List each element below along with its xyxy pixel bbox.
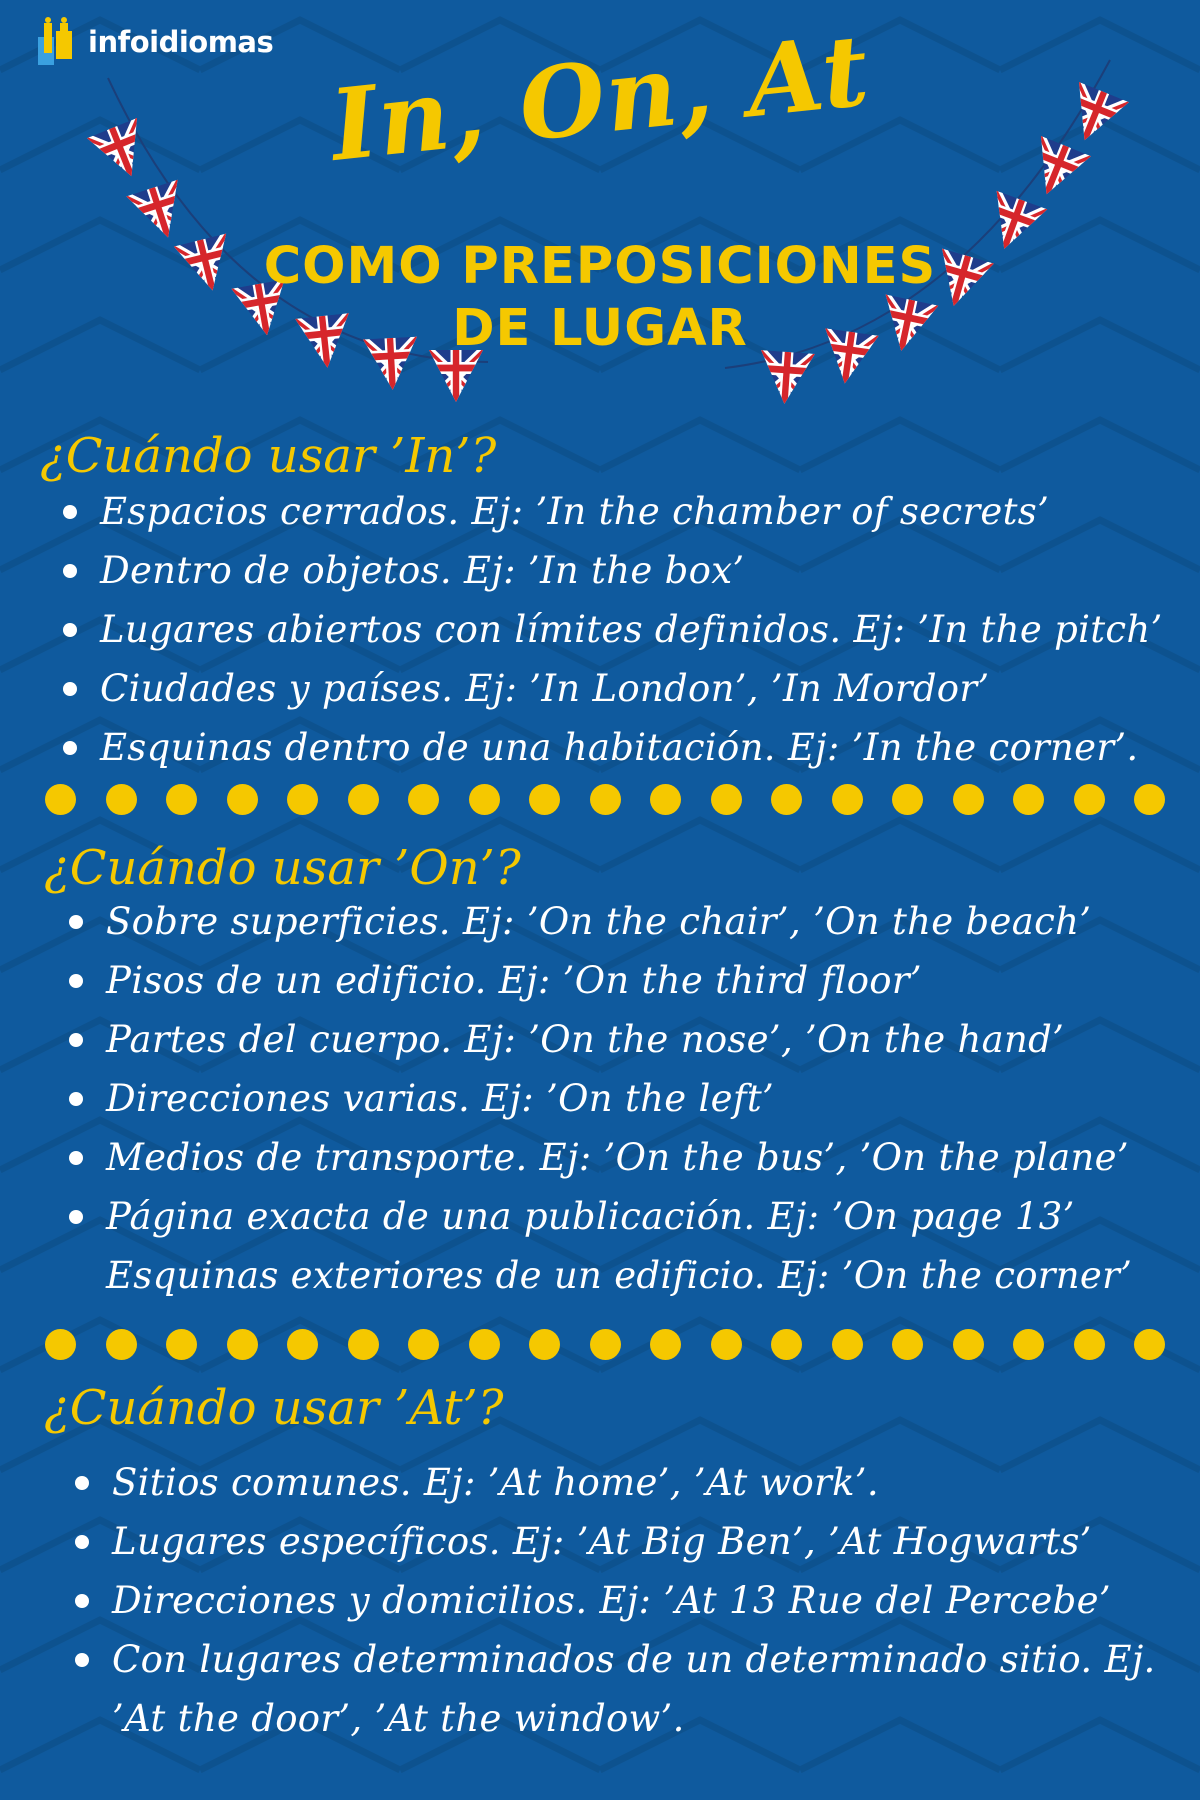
list-item-text: Esquinas dentro de una habitación. Ej: ’In the corner’. xyxy=(100,726,1139,769)
list-item-text: Sitios comunes. Ej: ’At home’, ’At work’. xyxy=(112,1461,879,1504)
list-item-text: Pisos de un edificio. Ej: ’On the third floor’ xyxy=(106,959,922,1002)
logo-brand-text: infoidiomas xyxy=(88,25,274,59)
divider-dot xyxy=(1013,1329,1044,1360)
section-in-heading: ¿Cuándo usar ’In’? xyxy=(40,428,497,484)
list-item-text: Ciudades y países. Ej: ’In London’, ’In Mordor’ xyxy=(100,667,990,710)
divider-dot xyxy=(45,1329,76,1360)
divider-dot xyxy=(227,784,258,815)
divider-dot xyxy=(771,784,802,815)
dot-divider xyxy=(45,784,1165,816)
divider-dot xyxy=(590,784,621,815)
divider-dot xyxy=(650,1329,681,1360)
list-item-text: Sobre superficies. Ej: ’On the chair’, ’On the beach’ xyxy=(106,900,1092,943)
divider-dot xyxy=(227,1329,258,1360)
divider-dot xyxy=(45,784,76,815)
divider-dot xyxy=(892,784,923,815)
section-at-heading: ¿Cuándo usar ’At’? xyxy=(44,1380,504,1436)
list-item-text: Con lugares determinados de un determinado sitio. Ej. xyxy=(112,1638,1156,1681)
divider-dot xyxy=(1074,1329,1105,1360)
main-title: In, On, At xyxy=(325,13,875,184)
divider-dot xyxy=(348,1329,379,1360)
divider-dot xyxy=(469,784,500,815)
divider-dot xyxy=(529,1329,560,1360)
list-item-text: Esquinas exteriores de un edificio. Ej: ’On the corner’ xyxy=(106,1254,1133,1297)
divider-dot xyxy=(408,784,439,815)
dot-divider xyxy=(45,1329,1165,1361)
list-item-text: Espacios cerrados. Ej: ’In the chamber of secrets’ xyxy=(100,490,1050,533)
list-item-text: Lugares abiertos con límites definidos. Ej: ’In the pitch’ xyxy=(100,608,1163,651)
list-item-text: Direcciones y domicilios. Ej: ’At 13 Rue del Percebe’ xyxy=(112,1579,1111,1622)
list-item-text: Medios de transporte. Ej: ’On the bus’, ’On the plane’ xyxy=(106,1136,1129,1179)
list-item-text: Página exacta de una publicación. Ej: ’On page 13’ xyxy=(106,1195,1075,1238)
section-on-heading: ¿Cuándo usar ’On’? xyxy=(44,840,521,896)
divider-dot xyxy=(408,1329,439,1360)
divider-dot xyxy=(711,784,742,815)
divider-dot xyxy=(166,1329,197,1360)
divider-dot xyxy=(1074,784,1105,815)
divider-dot xyxy=(590,1329,621,1360)
divider-dot xyxy=(832,784,863,815)
list-item-text: Dentro de objetos. Ej: ’In the box’ xyxy=(100,549,745,592)
divider-dot xyxy=(711,1329,742,1360)
divider-dot xyxy=(953,784,984,815)
divider-dot xyxy=(106,784,137,815)
subtitle xyxy=(230,236,970,360)
list-item-text: ’At the door’, ’At the window’. xyxy=(112,1697,685,1740)
divider-dot xyxy=(529,784,560,815)
subtitle-line-1: COMO PREPOSICIONES xyxy=(263,237,937,296)
divider-dot xyxy=(953,1329,984,1360)
divider-dot xyxy=(348,784,379,815)
divider-dot xyxy=(1134,1329,1165,1360)
divider-dot xyxy=(469,1329,500,1360)
list-item-text: Direcciones varias. Ej: ’On the left’ xyxy=(106,1077,775,1120)
list-item-text: Lugares específicos. Ej: ’At Big Ben’, ’At Hogwarts’ xyxy=(112,1520,1092,1563)
divider-dot xyxy=(771,1329,802,1360)
divider-dot xyxy=(1134,784,1165,815)
divider-dot xyxy=(166,784,197,815)
divider-dot xyxy=(832,1329,863,1360)
divider-dot xyxy=(287,784,318,815)
divider-dot xyxy=(106,1329,137,1360)
list-item-text: Partes del cuerpo. Ej: ’On the nose’, ’On the hand’ xyxy=(106,1018,1065,1061)
divider-dot xyxy=(1013,784,1044,815)
divider-dot xyxy=(650,784,681,815)
divider-dot xyxy=(892,1329,923,1360)
divider-dot xyxy=(287,1329,318,1360)
subtitle-line-2: DE LUGAR xyxy=(452,299,748,358)
